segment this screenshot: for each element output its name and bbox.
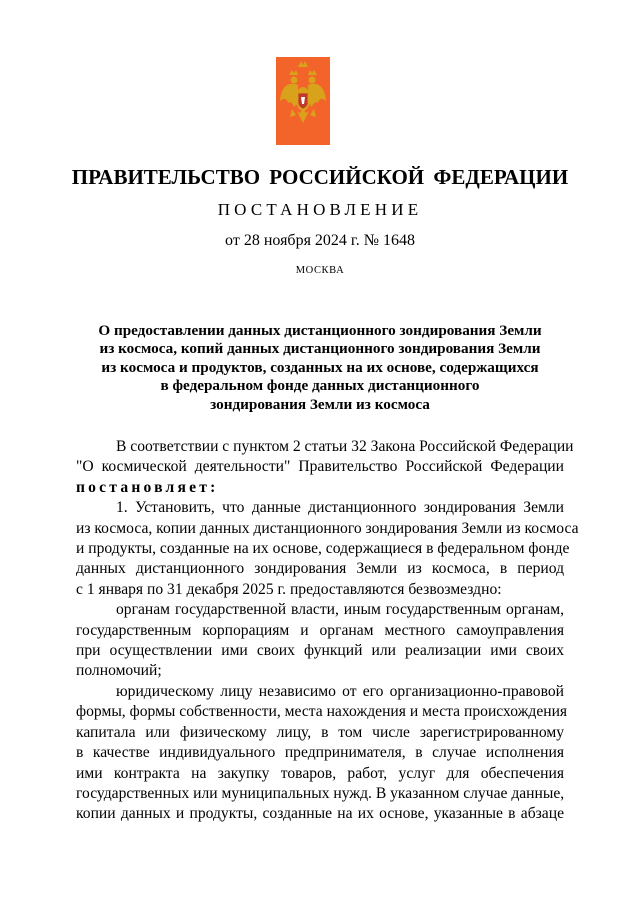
- body-line: 1. Установить, что данные дистанционного зондирования Земли: [116, 499, 564, 517]
- body-line: данных дистанционного зондирования Земли из космоса, в период: [76, 560, 564, 578]
- item-b-paragraph: [76, 682, 568, 825]
- subject-line: в федеральном фонде данных дистанционного: [160, 377, 480, 395]
- body-line: копии данных и продукты, созданные на их основе, указанные в абзаце: [76, 805, 564, 823]
- body-line: государственным корпорациям и органам местного самоуправления: [76, 621, 564, 639]
- decree-body: [76, 437, 579, 825]
- body-line: из космоса, копии данных дистанционного зондирования Земли из космоса: [76, 519, 579, 537]
- body-line: государственных или муниципальных нужд. В указанном случае данные,: [76, 784, 565, 802]
- preamble-paragraph: [76, 437, 574, 498]
- body-line: и продукты, созданные на их основе, содержащиеся в федеральном фонде: [76, 540, 570, 558]
- body-line: "О космической деятельности" Правительство Российской Федерации: [76, 458, 564, 476]
- subject-line: из космоса, копий данных дистанционного зондирования Земли: [99, 340, 541, 358]
- body-line: В соответствии с пунктом 2 статьи 32 Закона Российской Федерации: [116, 438, 574, 455]
- subject-line: зондирования Земли из космоса: [210, 395, 430, 413]
- item-1-paragraph: [76, 498, 579, 600]
- body-line: при осуществлении ими своих функций или реализации ими своих: [76, 642, 564, 660]
- body-line: капитала или физическому лицу, в том числе зарегистрированному: [76, 723, 564, 741]
- body-line: полномочий;: [76, 662, 162, 680]
- subject-line: из космоса и продуктов, созданных на их основе, содержащихся: [101, 358, 539, 376]
- body-line: в качестве индивидуального предпринимателя, в случае исполнения: [76, 744, 564, 762]
- body-line: юридическому лицу независимо от его организационно-правовой: [116, 682, 564, 700]
- body-line: ими контракта на закупку товаров, работ, услуг для обеспечения: [76, 764, 564, 782]
- coat-of-arms-icon: [276, 57, 330, 145]
- decides-word: постановляет:: [76, 478, 219, 496]
- city-name: МОСКВА: [295, 265, 345, 276]
- decree-date-number: от 28 ноября 2024 г. № 1648: [225, 232, 415, 249]
- item-a-paragraph: [76, 600, 564, 682]
- document-type: ПОСТАНОВЛЕНИЕ: [217, 200, 423, 219]
- body-line: органам государственной власти, иным государственным органам,: [116, 601, 564, 619]
- decree-subject: [90, 322, 550, 414]
- body-line: формы, формы собственности, места нахождения и места происхождения: [76, 703, 568, 721]
- body-line: с 1 января по 31 декабря 2025 г. предоставляются безвозмездно:: [76, 580, 502, 598]
- subject-line: О предоставлении данных дистанционного зондирования Земли: [98, 322, 542, 339]
- government-title: ПРАВИТЕЛЬСТВО РОССИЙСКОЙ ФЕДЕРАЦИИ: [71, 165, 569, 189]
